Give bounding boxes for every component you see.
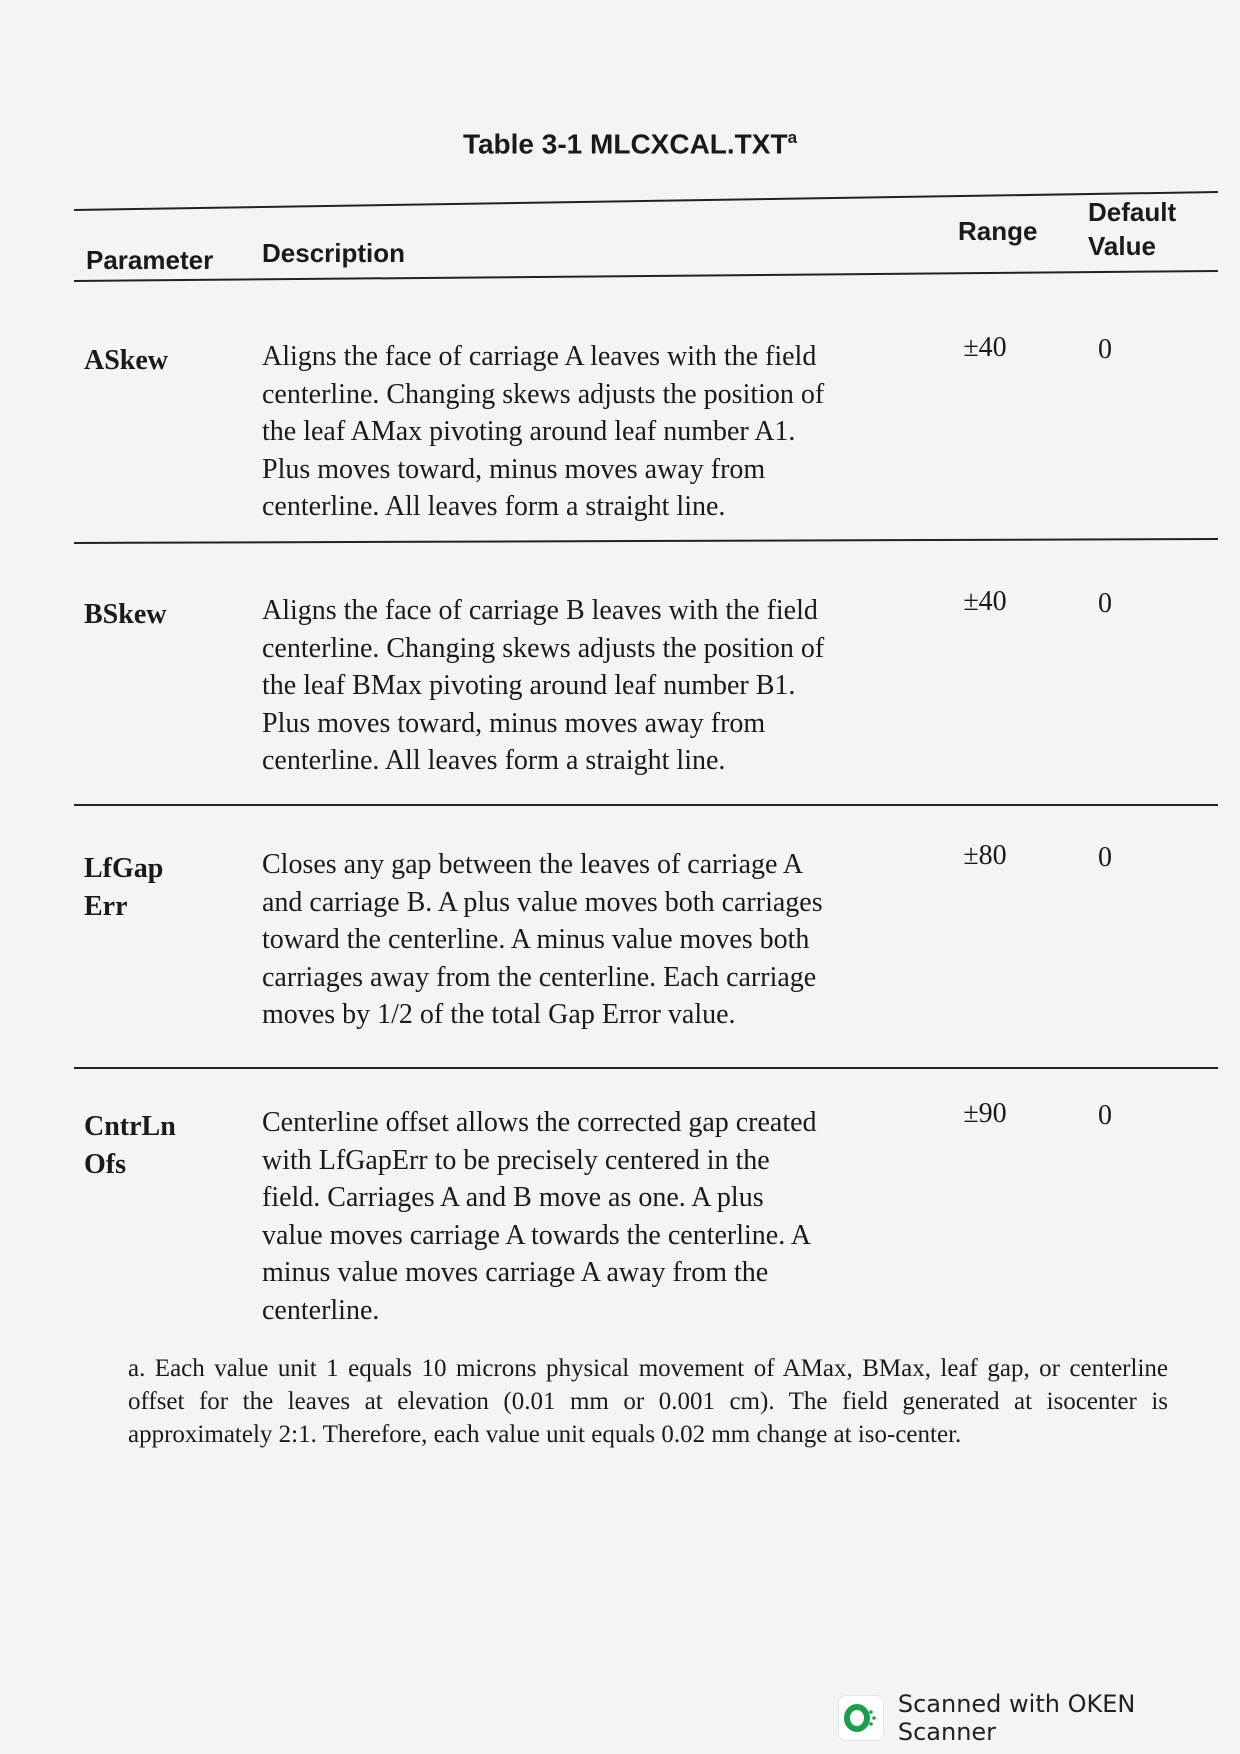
parameter-name-line: BSkew (84, 599, 167, 630)
parameter-default: 0 (1098, 588, 1112, 619)
header-parameter: Parameter (86, 245, 214, 275)
parameter-default: 0 (1098, 1100, 1112, 1131)
parameter-description-line: the leaf BMax pivoting around leaf number B1. (262, 670, 796, 701)
watermark-text: Scanned with OKEN Scanner (897, 1690, 1136, 1746)
parameter-default: 0 (1098, 334, 1112, 365)
parameter-description-line: with LfGapErr to be precisely centered in the (262, 1144, 770, 1176)
parameter-name (84, 342, 168, 380)
oken-logo-icon (838, 1695, 884, 1741)
footnote-marker: a (787, 128, 798, 147)
parameter-description-line: Centerline offset allows the corrected gap created (262, 1107, 817, 1138)
parameter-description-line: field. Carriages A and B move as one. A plus (262, 1182, 764, 1213)
parameter-description-line: Aligns the face of carriage B leaves with the field (262, 595, 818, 626)
table-top-rule (74, 191, 1218, 211)
parameter-description (262, 338, 902, 526)
header-default (1088, 195, 1176, 263)
row-divider (74, 804, 1218, 806)
parameter-description (262, 592, 902, 780)
header-default-line2: Value (1088, 231, 1156, 261)
parameter-description-line: the leaf AMax pivoting around leaf number A1. (262, 416, 796, 447)
parameter-name-line: ASkew (84, 345, 169, 376)
parameter-name-line: CntrLn (84, 1111, 176, 1142)
parameter-description-line: Plus moves toward, minus moves away from (262, 707, 766, 739)
parameter-description-line: centerline. All leaves form a straight line. (262, 745, 726, 776)
parameter-range: ±80 (963, 840, 1007, 871)
scanner-watermark (838, 1690, 1240, 1746)
parameter-range: ±40 (963, 332, 1007, 363)
parameter-description-line: Closes any gap between the leaves of carriage A (262, 849, 804, 880)
parameter-name-line: Err (84, 891, 128, 922)
parameter-description-line: and carriage B. A plus value moves both carriages (262, 886, 823, 918)
header-description: Description (262, 238, 406, 268)
header-bottom-rule (74, 270, 1218, 282)
row-divider (74, 538, 1218, 544)
parameter-description-line: Aligns the face of carriage A leaves with the field (262, 341, 817, 372)
parameter-description-line: toward the centerline. A minus value moves both (262, 924, 810, 955)
parameter-range: ±40 (963, 586, 1007, 617)
parameter-description-line: centerline. Changing skews adjusts the position of (262, 632, 825, 664)
parameter-description-line: centerline. Changing skews adjusts the position of (262, 378, 825, 410)
parameter-description-line: minus value moves carriage A away from the (262, 1257, 769, 1288)
header-default-line1: Default (1088, 197, 1177, 227)
parameter-name (84, 596, 166, 634)
header-range: Range (958, 216, 1038, 246)
parameter-description-line: centerline. All leaves form a straight line. (262, 491, 726, 522)
table-title (0, 128, 1240, 160)
parameter-description-line: carriages away from the centerline. Each carriage (262, 961, 817, 993)
parameter-name (84, 1108, 176, 1184)
parameter-description-line: centerline. (262, 1294, 380, 1326)
table-title-text: Table 3-1 MLCXCAL.TXT (462, 128, 788, 160)
parameter-name (84, 850, 163, 926)
parameter-description-line: Plus moves toward, minus moves away from (262, 453, 766, 485)
parameter-name-line: Ofs (84, 1149, 126, 1180)
parameter-range: ±90 (963, 1098, 1007, 1129)
parameter-default: 0 (1098, 842, 1112, 873)
parameter-description-line: moves by 1/2 of the total Gap Error value. (262, 999, 736, 1030)
parameter-name-line: LfGap (84, 853, 164, 884)
parameter-description-line: value moves carriage A towards the centerline. A (262, 1219, 811, 1251)
parameter-description (262, 1104, 902, 1329)
footnote: a. Each value unit 1 equals 10 microns physical movement of AMax, BMax, leaf gap, or centerline offset for the leaves at elevation (0.01 mm or 0.001 cm). The field generated at isocenter is approximately 2:1. Therefore, each value unit equals 0.02 mm change at iso-center. (128, 1355, 1168, 1448)
row-divider (74, 1067, 1218, 1069)
parameter-description (262, 846, 902, 1034)
